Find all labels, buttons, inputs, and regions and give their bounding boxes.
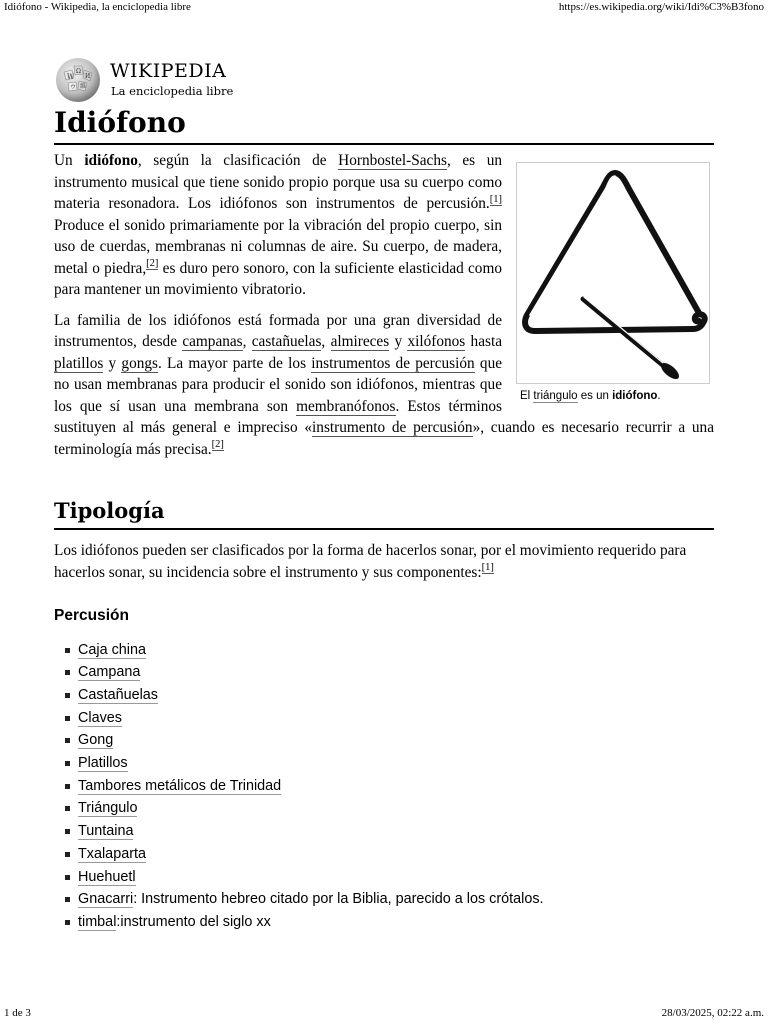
wikipedia-wordmark: WIKIPEDIA — [110, 60, 227, 82]
link-claves[interactable]: Claves — [78, 709, 122, 726]
image-caption: El triángulo es un idiófono. — [520, 390, 661, 402]
list-item — [78, 707, 714, 730]
print-header — [4, 1, 764, 15]
triangle-instrument-image — [517, 163, 709, 383]
link-gongs[interactable]: gongs — [121, 354, 158, 372]
percussion-list — [54, 639, 714, 934]
link-timbal[interactable]: timbal — [78, 913, 117, 930]
list-item — [78, 639, 714, 662]
link-tuntaina[interactable]: Tuntaina — [78, 823, 134, 840]
link-caja-china[interactable]: Caja china — [78, 641, 146, 658]
caption-link-triangulo[interactable]: triángulo — [533, 390, 578, 402]
page-title: Idiófono — [54, 104, 714, 145]
svg-text:Ω: Ω — [76, 68, 81, 75]
link-instrumentos-de-percusion[interactable]: instrumentos de percusión — [311, 354, 475, 372]
link-platillos-item[interactable]: Platillos — [78, 755, 128, 772]
link-gnacarri[interactable]: Gnacarri — [78, 891, 134, 908]
wikipedia-logo[interactable] — [54, 56, 314, 106]
list-item — [78, 684, 714, 707]
print-page-number: 1 de 3 — [4, 1007, 31, 1019]
list-item: Gnacarri: Instrumento hebreo citado por la Biblia, parecido a los crótalos. — [78, 888, 714, 911]
reference-2[interactable]: [2] — [146, 258, 159, 270]
section-heading-tipologia: Tipología — [54, 496, 714, 530]
reference-1[interactable]: [1] — [489, 193, 502, 205]
link-gong[interactable]: Gong — [78, 732, 114, 749]
print-header-title: Idiófono - Wikipedia, la enciclopedia libre — [4, 1, 191, 13]
list-item — [78, 866, 714, 889]
link-campana[interactable]: Campana — [78, 664, 141, 681]
list-item — [78, 797, 714, 820]
link-triangulo[interactable]: Triángulo — [78, 800, 138, 817]
print-datetime: 28/03/2025, 02:22 a.m. — [661, 1007, 764, 1019]
triangle-image-frame[interactable] — [516, 162, 710, 384]
intro-paragraph: Un idiófono, según la clasificación de Hornbostel-Sachs, es un instrumento musical que tiene sonido propio porque usa su cuerpo como materia resonadora. Los idiófonos son instrumentos de percusión.[1] Produce el sonido primariamente por la vibración del propio cuerpo, sin uso de cuerdas, membranas ni columnas de aire. Su cuerpo, de madera, metal o piedra,[2] es duro pero sonoro, con la suficiente elasticidad como para mantener un movimiento vibratorio. — [54, 152, 503, 298]
list-item — [78, 729, 714, 752]
link-castanuelas[interactable]: castañuelas — [251, 333, 322, 350]
svg-text:W: W — [67, 73, 75, 81]
list-item — [78, 820, 714, 843]
link-membranofonos[interactable]: membranófonos — [296, 397, 396, 415]
tipologia-paragraph: Los idiófonos pueden ser clasificados por la forma de hacerlos sonar, por el movimiento requerido para hacerlos sonar, su incidencia sobre el instrumento y sus componentes:[1] — [54, 542, 687, 581]
list-item — [78, 661, 714, 684]
list-item: timbal:instrumento del siglo xx — [78, 911, 714, 934]
list-item — [78, 843, 714, 866]
link-xilofonos[interactable]: xilófonos — [407, 333, 466, 350]
reference-1b[interactable]: [1] — [481, 562, 494, 574]
subsection-heading-percusion: Percusión — [54, 607, 129, 624]
link-tambores-metalicos[interactable]: Tambores metálicos de Trinidad — [78, 777, 282, 794]
link-almireces[interactable]: almireces — [330, 333, 390, 350]
link-instrumento-de-percusion[interactable]: instrumento de percusión — [312, 419, 473, 436]
link-txalaparta[interactable]: Txalaparta — [78, 845, 146, 862]
list-item — [78, 752, 714, 775]
print-footer — [4, 1007, 764, 1021]
link-campanas[interactable]: campanas — [182, 333, 243, 350]
link-castanuelas-item[interactable]: Castañuelas — [78, 686, 158, 703]
link-huehuetl[interactable]: Huehuetl — [78, 868, 136, 885]
svg-text:維: 維 — [80, 83, 87, 90]
wikipedia-tagline: La enciclopedia libre — [111, 84, 234, 98]
list-item — [78, 775, 714, 798]
link-hornbostel-sachs[interactable]: Hornbostel-Sachs — [338, 152, 447, 169]
image-thumbnail — [516, 162, 714, 404]
family-paragraph: La familia de los idiófonos está formada por una gran diversidad de instrumentos, desde campanas, castañuelas, almireces y xilófonos hasta platillos y gongs. La mayor parte de los instrumentos de percusión que no usan membranas para producir el sonido son idiófonos, mientras que los que sí usan una membrana son membranófonos. Estos términos sustituyen al más general e impreciso «instrumento de percusión», cuando es necesario recurrir a una terminología más precisa.[2] — [54, 311, 714, 458]
article-body — [54, 150, 714, 934]
link-platillos[interactable]: platillos — [54, 354, 104, 372]
svg-text:И: И — [85, 73, 91, 80]
wikipedia-globe-icon — [54, 56, 102, 104]
reference-2b[interactable]: [2] — [211, 439, 224, 451]
svg-text:ウ: ウ — [70, 84, 77, 91]
print-header-url: https://es.wikipedia.org/wiki/Idi%C3%B3fono — [558, 1, 764, 13]
